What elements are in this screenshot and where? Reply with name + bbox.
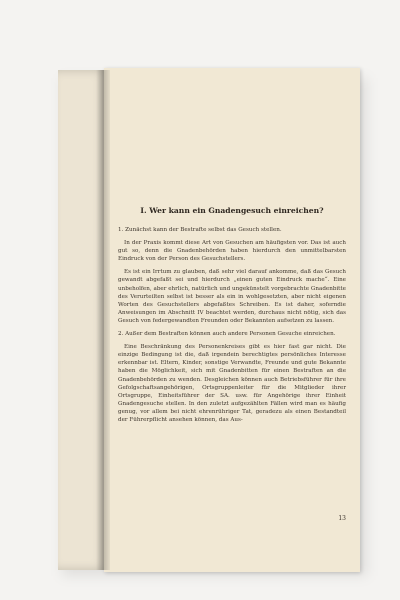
book-gutter xyxy=(96,70,110,570)
page-text xyxy=(118,206,346,429)
paragraph-4: 2. Außer dem Bestraften können auch andere Personen Gesuche einreichen. xyxy=(118,331,336,338)
paragraph-5: Eine Beschränkung des Personenkreises gibt es hier fast gar nicht. Die einzige Bedingung ist die, daß irgendein berechtigtes persönliches Interesse erkennbar ist. Eltern, Kinder, sonstige Verwandte, Freunde und gute Bekannte haben die Möglichkeit, sich mit Gnadenbitten für einen Bestraften an die Gnadenbehörden zu wenden. Desgleichen können auch Betriebsführer für ihre Gefolgschaftsangehörigen, Ortsgruppenleiter für die Mitglieder ihrer Ortsgruppe, Einheitsführer der SA. usw. für Angehörige ihrer Einheit Gnadengesuche stellen. In den zuletzt aufgezählten Fällen wird man es häufig genug, vor allem bei nicht ehrenrühriger Tat, geradezu als einen Bestandteil der Führerpflicht ansehen können, das Aus- xyxy=(118,344,346,423)
right-page xyxy=(104,68,360,572)
page-number: 13 xyxy=(338,515,346,522)
paragraph-3: Es ist ein Irrtum zu glauben, daß sehr viel darauf ankomme, daß das Gesuch gewandt abgefaßt sei und hierdurch „einen guten Eindruck mache“. Eine unbeholfen, aber ehrlich, natürlich und ungekünstelt vorgebrachte Gnadenbitte des Verurteilten selbst ist besser als ein in wohlgesetzten, aber nicht eigenen Worten des Gesuchstellers abgefaßtes Schreiben. Es ist daher, soferndie Anweisungen im Abschnitt IV beachtet werden, durchaus nicht nötig, sich das Gesuch von federgewandten Freunden oder Bekannten aufsetzen zu lassen. xyxy=(118,269,346,324)
paragraph-2: In der Praxis kommt diese Art von Gesuchen am häufigsten vor. Das ist auch gut so, denn die Gnadenbehörden haben hierdurch den unmittelbarsten Eindruck von der Person des Gesuchstellers. xyxy=(118,240,346,263)
paragraph-1: 1. Zunächst kann der Bestrafte selbst das Gesuch stellen. xyxy=(118,227,282,233)
section-heading: I. Wer kann ein Gnadengesuch einreichen? xyxy=(140,206,324,215)
